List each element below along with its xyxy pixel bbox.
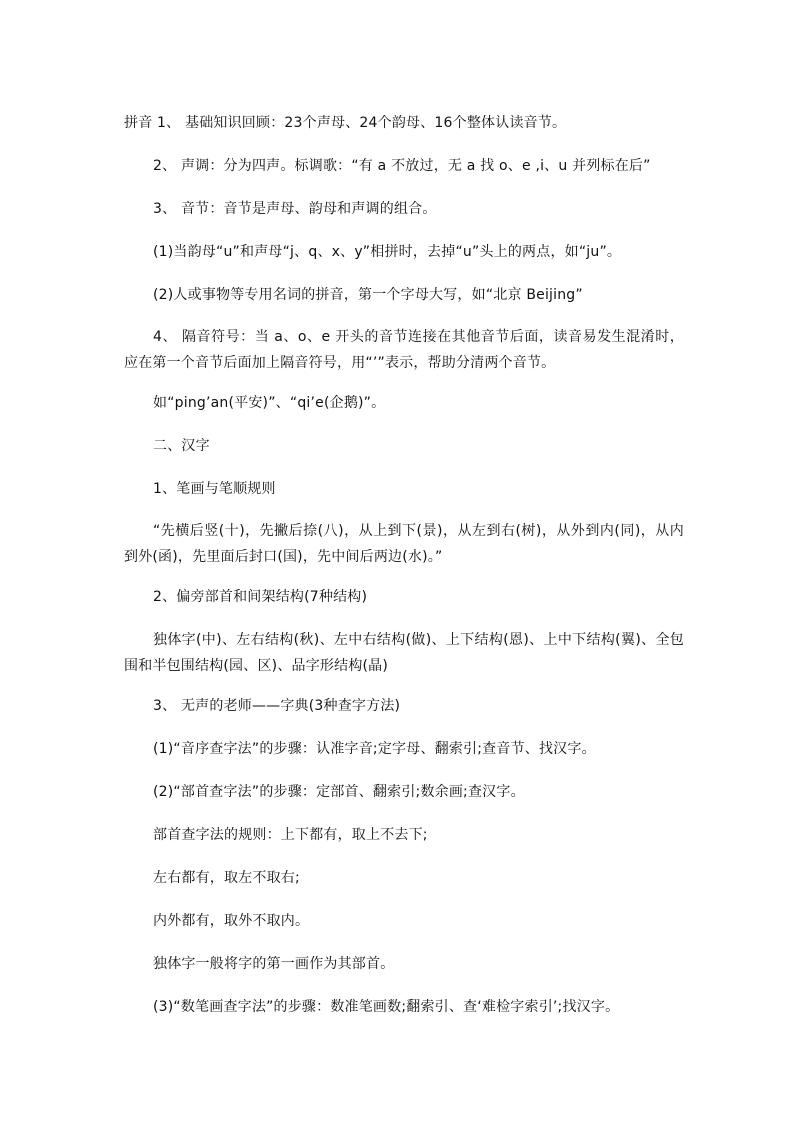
paragraph-dictionary-title: 3、 无声的老师——字典(3种查字方法) [153,698,401,714]
paragraph-stroke-count-lookup: (3)“数笔画查字法”的步骤：数准笔画数;翻索引、查‘难检字索引’;找汉字。 [153,999,620,1015]
paragraph-stroke-order-title: 1、笔画与笔顺规则 [153,481,276,497]
paragraph-single-char-radical: 独体字一般将字的第一画作为其部首。 [153,956,395,972]
paragraph-capitalization: (2)人或事物等专用名词的拼音，第一个字母大写，如“北京 Beijing” [153,287,583,303]
paragraph-tones: 2、 声调：分为四声。标调歌：“有 a 不放过，无 a 找 o、e ,i、u 并列标在后” [153,158,651,174]
paragraph-apostrophe-example: 如“ping’an(平安)”、“qi’e(企鹅)”。 [153,395,386,411]
paragraph-stroke-order-rules: “先横后竖(十)，先撇后捺(八)，从上到下(景)，从左到右(树)，从外到内(同)，从内到外(函)，先里面后封口(国)，先中间后两边(水)。” [124,523,684,565]
paragraph-pinyin-basics: 拼音 1、 基础知识回顾：23个声母、24个韵母、16个整体认读音节。 [124,115,567,131]
paragraph-phonetic-lookup: (1)“音序查字法”的步骤：认准字音;定字母、翻索引;查音节、找汉字。 [153,741,596,757]
paragraph-radical-rule-2: 左右都有，取左不取右; [153,870,300,886]
paragraph-radical-lookup: (2)“部首查字法”的步骤：定部首、翻索引;数余画;查汉字。 [153,784,525,800]
paragraph-structure-types: 独体字(中)、左右结构(秋)、左中右结构(做)、上下结构(恩)、上中下结构(翼)、全包围和半包围结构(园、区)、品字形结构(晶) [124,632,684,674]
paragraph-u-rule: (1)当韵母“u”和声母“j、q、x、y”相拼时，去掉“u”头上的两点，如“ju”。 [153,244,622,260]
paragraph-radical-rule-3: 内外都有，取外不取内。 [153,913,310,929]
paragraph-apostrophe: 4、 隔音符号：当 a、o、e 开头的音节连接在其他音节后面，读音易发生混淆时，应在第一个音节后面加上隔音符号，用“’”表示，帮助分清两个音节。 [124,329,684,371]
paragraph-radical-rule-1: 部首查字法的规则：上下都有，取上不去下; [153,827,428,843]
paragraph-syllables: 3、 音节：音节是声母、韵母和声调的组合。 [153,201,437,217]
paragraph-structure-title: 2、偏旁部首和间架结构(7种结构) [153,589,368,605]
section-heading-hanzi: 二、汉字 [153,438,210,454]
